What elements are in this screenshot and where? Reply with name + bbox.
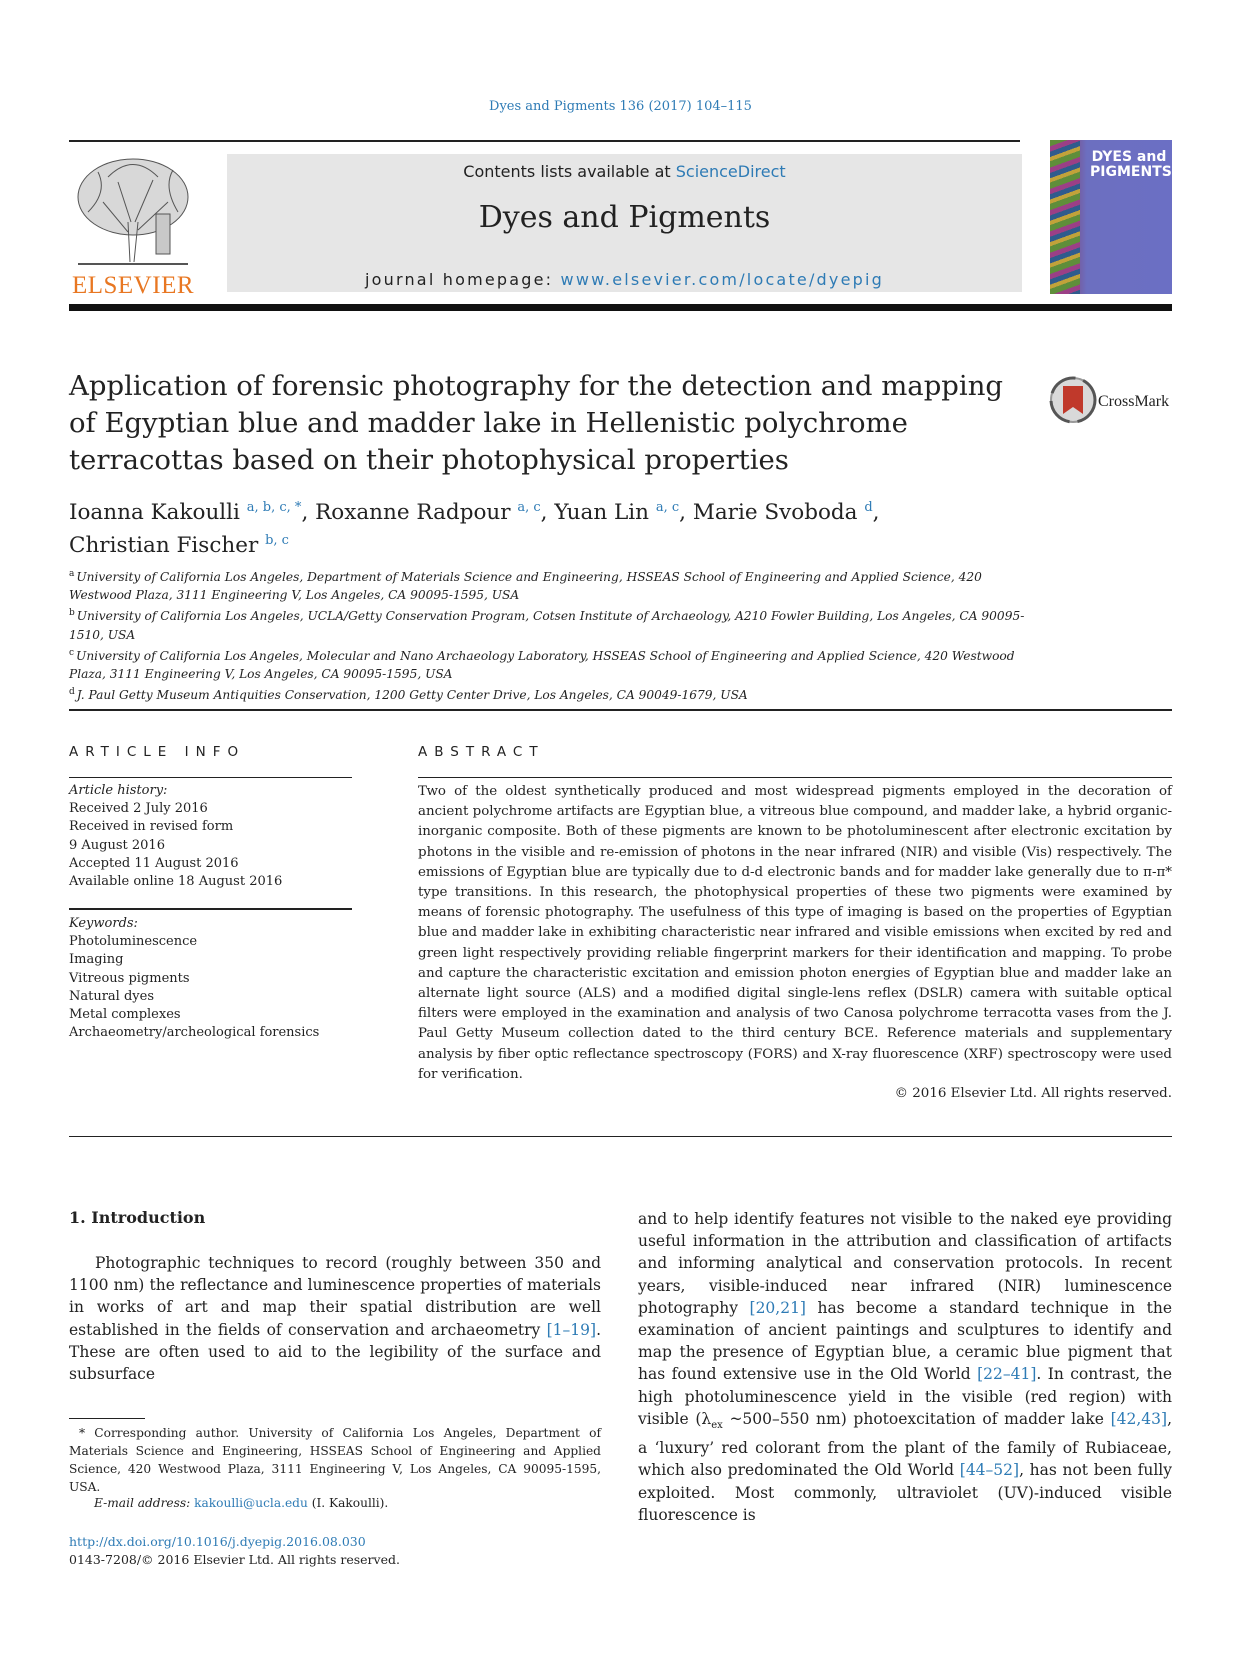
affiliation-text: University of California Los Angeles, Department of Materials Science and Engineering, HSSEAS School of Engineering and Applied Science, 420 Westwood Plaza, 3111 Engineering V, Los Angeles, CA 90095-1595, USA bbox=[69, 570, 982, 603]
abstract-heading: ABSTRACT bbox=[418, 744, 545, 760]
reference-link[interactable]: [20,21] bbox=[749, 1298, 806, 1317]
elsevier-wordmark: ELSEVIER bbox=[71, 272, 195, 299]
author-name: Ioanna Kakoulli bbox=[69, 500, 240, 525]
keyword-item: Natural dyes bbox=[69, 988, 155, 1004]
citation-text[interactable]: Dyes and Pigments 136 (2017) 104–115 bbox=[489, 99, 752, 114]
introduction-heading: 1. Introduction bbox=[69, 1208, 206, 1227]
section-divider bbox=[69, 1136, 1172, 1137]
keyword-item: Archaeometry/archeological forensics bbox=[69, 1025, 320, 1041]
email-link[interactable]: kakoulli@ucla.edu bbox=[194, 1496, 308, 1510]
author-name: Yuan Lin bbox=[554, 500, 650, 525]
body-text: has become a standard technique in the examination of ancient paintings and sculptures to identify and map the presence of Egyptian blue, a ceramic blue pigment that has found extensive use in the Old World bbox=[638, 1298, 1172, 1384]
author-affiliation-marks[interactable]: a, b, c, * bbox=[246, 500, 302, 515]
author-affiliation-marks[interactable]: a, c bbox=[517, 500, 541, 515]
email-line bbox=[94, 1496, 388, 1510]
reference-link[interactable]: [42,43] bbox=[1110, 1409, 1168, 1428]
article-title: Application of forensic photography for the detection and mapping of Egyptian blue and madder lake in Hellenistic polychrome terracottas based on their photophysical properties bbox=[69, 370, 1004, 476]
journal-citation[interactable] bbox=[0, 99, 1241, 114]
article-history bbox=[69, 782, 352, 891]
author-affiliation-marks[interactable]: a, c bbox=[655, 500, 680, 515]
issn-line: 0143-7208/© 2016 Elsevier Ltd. All rights reserved. bbox=[69, 1552, 400, 1567]
abstract-copyright: © 2016 Elsevier Ltd. All rights reserved. bbox=[894, 1086, 1172, 1101]
section-divider bbox=[69, 709, 1172, 711]
footnote-rule bbox=[69, 1418, 145, 1419]
abstract-rule bbox=[418, 777, 1172, 778]
header-rule bbox=[69, 140, 1020, 142]
author-separator: , bbox=[872, 500, 880, 525]
author-name: Roxanne Radpour bbox=[315, 500, 511, 525]
author-affiliation-marks[interactable]: d bbox=[864, 500, 873, 515]
tree-logo-icon bbox=[68, 152, 198, 272]
body-text: , a ‘luxury’ red colorant from the plant of the family of Rubiaceae, which also predominated the Old World bbox=[638, 1409, 1172, 1480]
body-text: . In contrast, the high photoluminescence yield in the visible (red region) with visible (λ bbox=[638, 1365, 1173, 1428]
body-text: . These are often used to aid to the legibility of the surface and subsurface bbox=[69, 1320, 601, 1384]
intro-paragraph bbox=[69, 1252, 601, 1385]
history-item: Received 2 July 2016 bbox=[69, 801, 208, 817]
email-suffix: (I. Kakoulli). bbox=[307, 1496, 389, 1510]
cover-title: DYES and PIGMENTS bbox=[1090, 149, 1172, 180]
affiliation-item bbox=[69, 565, 1029, 604]
affiliation-mark: c bbox=[69, 647, 75, 658]
reference-link[interactable]: [44–52] bbox=[959, 1461, 1020, 1480]
keywords-rule bbox=[69, 908, 352, 910]
body-text: , has not been fully exploited. Most commonly, ultraviolet (UV)-induced visible fluorescence is bbox=[638, 1461, 1172, 1524]
author-list bbox=[69, 494, 1069, 560]
article-info-rule bbox=[69, 777, 352, 778]
affiliation-text: University of California Los Angeles, Molecular and Nano Archaeology Laboratory, HSSEAS School of Engineering and Applied Science, 420 Westwood Plaza, 3111 Engineering V, Los Angeles, CA 90095-1595, USA bbox=[69, 648, 1015, 682]
intro-paragraph bbox=[638, 1208, 1172, 1526]
abstract-text: Two of the oldest synthetically produced and most widespread pigments employed in the decoration of ancient polychrome artifacts are Egyptian blue, a vitreous blue compound, and madder lake, a hybrid organic-inorganic composite. Both of these pigments are known to be photoluminescent after electronic excitation by photons in the visible and re-emission of photons in the near infrared (NIR) and visible (Vis) respectively. The emissions of Egyptian blue are typically due to d-d electronic bands and for madder lake generally due to π-π* type transitions. In this research, the photophysical properties of these two pigments were examined by means of forensic photography. The usefulness of this type of imaging is based on the properties of Egyptian blue and madder lake in exhibiting characteristic near infrared and visible emissions when excited by red and green light respectively providing reliable fingerprint markers for their identification and mapping. To probe and capture the characteristic excitation and emission photon energies of Egyptian blue and madder lake an alternate light source (ALS) and a modified digital single-lens reflex (DSLR) camera with suitable optical filters were employed in the examination and analysis of two Canosa polychrome terracotta vases from the J. Paul Getty Museum collection dated to the third century BCE. Reference materials and supplementary analysis by fiber optic reflectance spectroscopy (FORS) and X-ray fluorescence (XRF) spectroscopy were used for verification. bbox=[418, 784, 1172, 1082]
affiliation-mark: b bbox=[69, 608, 75, 619]
author-separator: , bbox=[679, 500, 693, 525]
history-label: Article history: bbox=[69, 783, 168, 798]
homepage-prefix: journal homepage: bbox=[365, 270, 561, 289]
lambda-subscript: ex bbox=[711, 1419, 723, 1431]
crossmark-label[interactable]: CrossMark bbox=[1098, 393, 1170, 410]
doi-link[interactable]: http://dx.doi.org/10.1016/j.dyepig.2016.08.030 bbox=[69, 1534, 366, 1549]
article-info-heading: ARTICLE INFO bbox=[69, 744, 246, 760]
author-affiliation-marks[interactable]: b, c bbox=[265, 533, 289, 548]
affiliation-mark: a bbox=[69, 569, 75, 579]
keyword-item: Metal complexes bbox=[69, 1007, 181, 1023]
journal-cover-image bbox=[1050, 140, 1172, 294]
contents-prefix: Contents lists available at bbox=[463, 162, 676, 181]
header-thick-rule bbox=[69, 304, 1172, 311]
corresponding-author-footnote: * Corresponding author. University of California Los Angeles, Department of Materials Science and Engineering, HSSEAS School of Engineering and Applied Science, 420 Westwood Plaza, 3111 Engineering V, Los Angeles, CA 90095-1595, USA. bbox=[69, 1426, 601, 1494]
history-item: 9 August 2016 bbox=[69, 837, 165, 853]
body-text: ~500–550 nm) photoexcitation of madder lake bbox=[722, 1409, 1111, 1428]
keywords-label: Keywords: bbox=[69, 916, 138, 931]
author-separator: , bbox=[540, 500, 555, 525]
keyword-item: Vitreous pigments bbox=[69, 970, 190, 986]
contents-line bbox=[227, 162, 1022, 181]
reference-link[interactable]: [1–19] bbox=[546, 1320, 597, 1339]
affiliation-list bbox=[69, 565, 1029, 704]
history-item: Available online 18 August 2016 bbox=[69, 874, 283, 890]
affiliation-text: University of California Los Angeles, UCLA/Getty Conservation Program, Cotsen Institute of Archaeology, A210 Fowler Building, Los Angeles, CA 90095-1510, USA bbox=[69, 609, 1025, 642]
affiliation-item bbox=[69, 683, 1029, 704]
email-label: E-mail address: bbox=[94, 1496, 195, 1510]
affiliation-item bbox=[69, 644, 1029, 683]
author-separator: , bbox=[301, 500, 316, 525]
body-text: Photographic techniques to record (roughly between 350 and 1100 nm) the reflectance and luminescence properties of materials in works of art and map their spatial distribution are well established in the fields of conservation and archaeometry bbox=[69, 1254, 601, 1339]
author-name: Christian Fischer bbox=[69, 533, 259, 558]
affiliation-text: J. Paul Getty Museum Antiquities Conservation, 1200 Getty Center Drive, Los Angeles, CA 90049-1679, USA bbox=[76, 688, 748, 703]
cover-pattern bbox=[1050, 140, 1080, 294]
keywords bbox=[69, 915, 369, 1042]
history-item: Accepted 11 August 2016 bbox=[69, 855, 239, 871]
homepage-line bbox=[227, 270, 1022, 289]
keyword-item: Photoluminescence bbox=[69, 934, 198, 950]
journal-header-box bbox=[227, 154, 1022, 292]
author-name: Marie Svoboda bbox=[692, 500, 858, 525]
history-item: Received in revised form bbox=[69, 819, 234, 835]
keyword-item: Imaging bbox=[69, 952, 124, 968]
body-text: and to help identify features not visible to the naked eye providing useful information in the attribution and classification of artifacts and informing analytical and conservation protocols. In recent years, visible-induced near infrared (NIR) luminescence photography bbox=[638, 1210, 1172, 1317]
reference-link[interactable]: [22–41] bbox=[977, 1365, 1037, 1384]
crossmark-icon[interactable] bbox=[1049, 376, 1097, 424]
affiliation-item bbox=[69, 604, 1029, 643]
affiliation-mark: d bbox=[69, 687, 75, 698]
journal-name: Dyes and Pigments bbox=[478, 200, 771, 235]
sciencedirect-link[interactable]: ScienceDirect bbox=[675, 162, 786, 181]
homepage-link[interactable]: www.elsevier.com/locate/dyepig bbox=[560, 270, 884, 289]
